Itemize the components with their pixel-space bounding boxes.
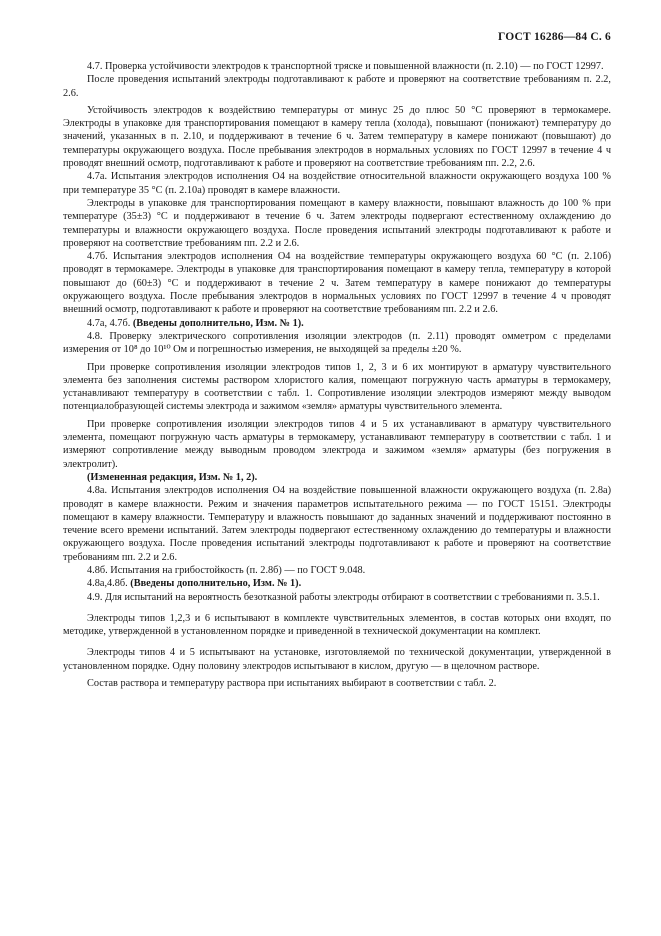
paragraph <box>63 484 611 564</box>
paragraph-text: 4.8а,4.8б. <box>87 578 131 590</box>
paragraph-text: Электроды в упаковке для транспортирования помещают в камеру влажности, повышают влажность до 100 % при температуре (35±3) °С и поддерживают в течение 6 ч. Затем электроды подвергают естественному охлаждению до температуры и влажности окружающего воздуха. После проведения испытаний электроды подготавливают к работе и проверяют на соответствие требованиям пп. 2.2 и 2.6. <box>63 197 611 249</box>
paragraph <box>63 60 611 73</box>
paragraph-text: Устойчивость электродов к воздействию температуры от минус 25 до плюс 50 °С проверяют в термокамере. Электроды в упаковке для транспортирования помещают в камеру тепла (холода), повышают (понижают) температуру до значений, указанных в п. 2.10, и поддерживают в течение 6 ч. Затем температуру в камере понижают (повышают) до температуры окружающего воздуха. После пребывания электродов в нормальных условиях по ГОСТ 12997 в течение 4 ч проводят внешний осмотр, подготавливают к работе и проверяют на соответствие требованиям пп. 2.2, 2.6. <box>63 104 611 170</box>
paragraph <box>63 104 611 170</box>
paragraph <box>63 418 611 471</box>
paragraph-text: 4.8а. Испытания электродов исполнения О4 на воздействие повышенной влажности окружающего воздуха (п. 2.8а) проводят в камере влажности. Режим и значения параметров испытательного режима — по ГОСТ 15151. Электроды помещают в камеру влажности. Температуру и влажность повышают до заданных значений и поддерживают постоянно в течение всего времени испытаний. Затем электроды подвергают естественному охлаждению до температуры и влажности окружающего воздуха. После проведения испытаний электроды подготавливают к работе и проверяют на соответствие требованиям пп. 2.2 и 2.6. <box>63 485 611 563</box>
paragraph <box>63 646 611 673</box>
paragraph <box>63 677 611 690</box>
paragraph <box>63 591 611 604</box>
amendment-note <box>63 317 611 330</box>
paragraph-text: 4.7а. Испытания электродов исполнения О4 на воздействие относительной влажности окружающего воздуха 100 % при температуре 35 °С (п. 2.10а) проводят в камере влажности. <box>63 171 611 196</box>
amendment-label: (Введены дополнительно, Изм. № 1). <box>130 578 302 590</box>
paragraph-text: 4.9. Для испытаний на вероятность безотказной работы электроды отбирают в соответствии с требованиями п. 3.5.1. <box>87 591 600 603</box>
paragraph-text: Состав раствора и температуру раствора при испытаниях выбирают в соответствии с табл. 2. <box>87 678 497 690</box>
paragraph <box>63 250 611 316</box>
paragraph <box>63 170 611 197</box>
paragraph <box>63 361 611 414</box>
page-header: ГОСТ 16286—84 С. 6 <box>498 31 611 43</box>
paragraph-text: После проведения испытаний электроды подготавливают к работе и проверяют на соответствие требованиям п. 2.2, 2.6. <box>63 74 611 99</box>
amendment-label: (Введены дополнительно, Изм. № 1). <box>132 317 304 329</box>
paragraph <box>63 330 611 357</box>
paragraph-text: 4.7б. Испытания электродов исполнения О4 на воздействие температуры окружающего воздуха 60 °С (п. 2.10б) проводят в термокамере. Электроды в упаковке для транспортирования помещают в камеру тепла, температуру в которой повышают до (60±3) °С и поддерживают в течение 2 ч. Затем температуру в камере понижают до температуры окружающего воздуха. После пребывания электродов в нормальных условиях по ГОСТ 12997 в течение 4 ч проводят внешний осмотр, подготавливают к работе и проверяют на соответствие требованиям пп. 2.2 и 2.6. <box>63 251 611 316</box>
paragraph <box>63 612 611 639</box>
paragraph-text: Электроды типов 4 и 5 испытывают на установке, изготовляемой по технической документации, утвержденной в установленном порядке. Одну половину электродов испытывают в кислом, другую — в щелочном растворе. <box>63 647 611 672</box>
amendment-note <box>63 577 611 590</box>
paragraph-text: 4.8б. Испытания на грибостойкость (п. 2.8б) — по ГОСТ 9.048. <box>87 564 366 576</box>
amendment-note <box>63 471 611 484</box>
paragraph-text: 4.8. Проверку электрического сопротивления изоляции электродов (п. 2.11) проводят омметром с пределами измерения от 10⁸ до 10¹⁰ Ом и погрешностью измерения, не выходящей за пределы ±20 %. <box>63 330 611 356</box>
paragraph-text: При проверке сопротивления изоляции электродов типов 4 и 5 их устанавливают в арматуру чувствительного элемента, помещают погружную часть арматуры в термокамеру, устанавливают температуру в соответствии с табл. 1 и измеряют сопротивление между выводным проводом электрода и зажимом «земля» арматуры (без погружения в электролит). <box>63 418 611 470</box>
amendment-label: (Измененная редакция, Изм. № 1, 2). <box>87 471 258 483</box>
paragraph <box>63 73 611 100</box>
document-body <box>63 60 611 690</box>
paragraph <box>63 564 611 577</box>
paragraph-text: 4.7. Проверка устойчивости электродов к транспортной тряске и повышенной влажности (п. 2.10) — по ГОСТ 12997. <box>87 61 604 72</box>
paragraph <box>63 197 611 250</box>
paragraph-text: Электроды типов 1,2,3 и 6 испытывают в комплекте чувствительных элементов, в состав которых они входят, по методике, утвержденной в установленном порядке и приведенной в технической документации на комплект. <box>63 612 611 638</box>
paragraph-text: 4.7а, 4.7б. <box>87 317 133 329</box>
paragraph-text: При проверке сопротивления изоляции электродов типов 1, 2, 3 и 6 их монтируют в арматуру чувствительного элемента без заполнения системы раствором хлористого калия, помещают погружную часть арматуры в термокамеру, устанавливают температуру в соответствии с табл. 1. Сопротивление изоляции электродов измеряют между выводом потенциалобразующей системы электрода и зажимом «земля» арматуры чувствительного элемента. <box>63 361 611 413</box>
document-page <box>63 30 611 690</box>
